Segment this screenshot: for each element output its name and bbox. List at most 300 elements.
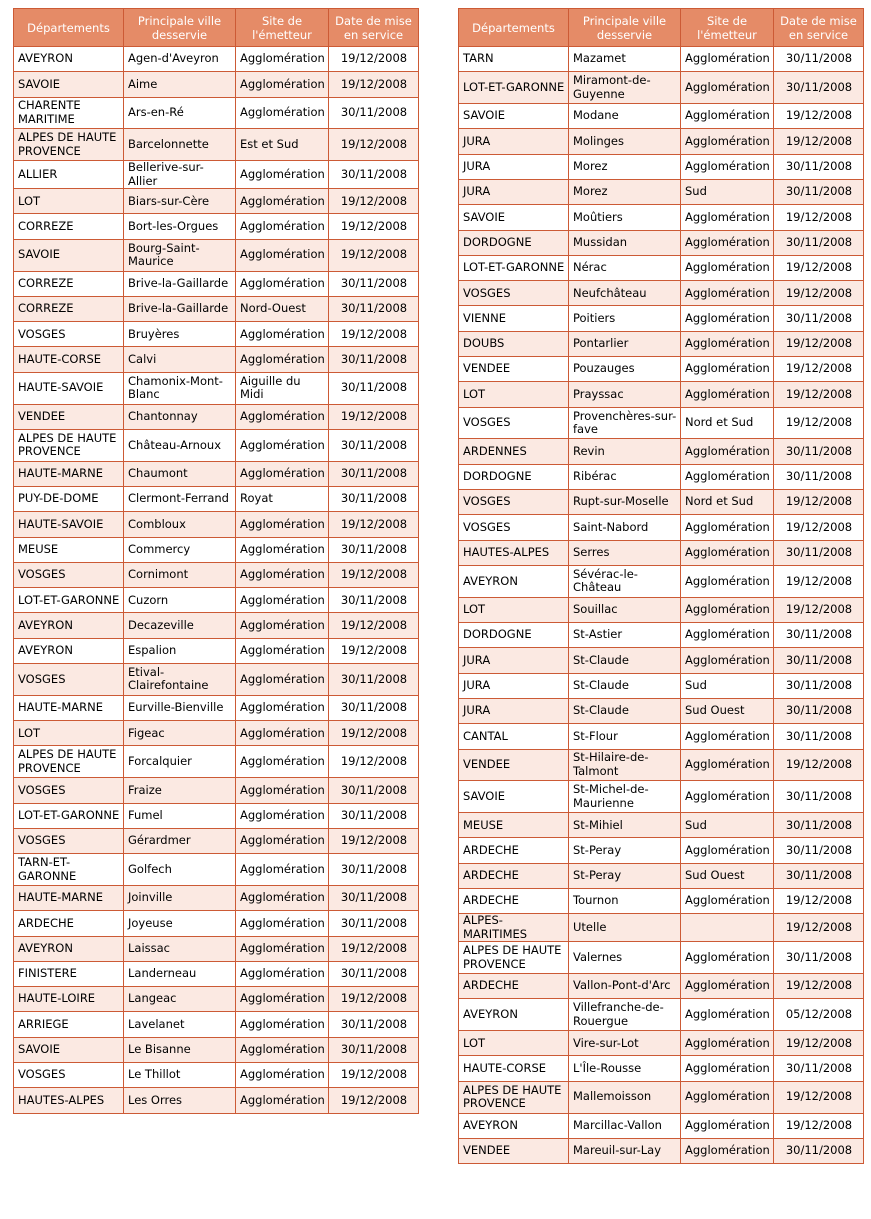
cell-site: Agglomération — [236, 461, 329, 486]
cell-date: 30/11/2008 — [329, 803, 419, 828]
cell-ville: Brive-la-Gaillarde — [124, 296, 236, 321]
table-row — [459, 439, 864, 464]
cell-site: Agglomération — [236, 778, 329, 803]
cell-departement: LOT-ET-GARONNE — [459, 72, 569, 104]
cell-site: Agglomération — [681, 999, 774, 1031]
cell-departement: AVEYRON — [459, 1113, 569, 1138]
cell-ville: Les Orres — [124, 1088, 236, 1113]
table-row — [14, 854, 419, 886]
cell-ville: Joinville — [124, 885, 236, 910]
cell-departement: CORREZE — [14, 296, 124, 321]
cell-site: Agglomération — [236, 911, 329, 936]
cell-date: 30/11/2008 — [774, 154, 864, 179]
cell-departement: VIENNE — [459, 306, 569, 331]
cell-date: 19/12/2008 — [329, 1088, 419, 1113]
cell-site: Agglomération — [681, 781, 774, 813]
table-row — [459, 673, 864, 698]
cell-date: 30/11/2008 — [774, 863, 864, 888]
cell-date: 30/11/2008 — [329, 271, 419, 296]
cell-ville: Pontarlier — [569, 331, 681, 356]
cell-departement: HAUTE-SAVOIE — [14, 372, 124, 404]
table-row — [459, 749, 864, 781]
cell-departement: SAVOIE — [459, 205, 569, 230]
table-row — [14, 695, 419, 720]
table-row — [14, 721, 419, 746]
cell-site: Agglomération — [681, 724, 774, 749]
cell-ville: Ars-en-Ré — [124, 97, 236, 129]
table-row — [459, 863, 864, 888]
cell-ville: Revin — [569, 439, 681, 464]
cell-site: Agglomération — [236, 695, 329, 720]
cell-date: 19/12/2008 — [774, 1081, 864, 1113]
cell-departement: SAVOIE — [14, 1037, 124, 1062]
cell-departement: MEUSE — [459, 813, 569, 838]
table-row — [459, 205, 864, 230]
cell-date: 30/11/2008 — [774, 942, 864, 974]
cell-ville: Utelle — [569, 914, 681, 942]
cell-ville: Cuzorn — [124, 588, 236, 613]
cell-site: Agglomération — [236, 239, 329, 271]
cell-site: Agglomération — [681, 1031, 774, 1056]
table-row — [459, 540, 864, 565]
cell-departement: JURA — [459, 154, 569, 179]
table-row — [459, 72, 864, 104]
cell-site: Agglomération — [681, 439, 774, 464]
cell-site: Agglomération — [681, 331, 774, 356]
cell-ville: St-Astier — [569, 623, 681, 648]
cell-ville: Neufchâteau — [569, 281, 681, 306]
cell-ville: L'Île-Rousse — [569, 1056, 681, 1081]
cell-date: 30/11/2008 — [774, 724, 864, 749]
cell-date: 19/12/2008 — [774, 515, 864, 540]
cell-ville: St-Peray — [569, 838, 681, 863]
cell-date: 30/11/2008 — [774, 648, 864, 673]
cell-date: 30/11/2008 — [329, 486, 419, 511]
table-row — [14, 588, 419, 613]
cell-date: 19/12/2008 — [774, 490, 864, 515]
cell-date: 19/12/2008 — [329, 936, 419, 961]
cell-site: Agglomération — [236, 97, 329, 129]
cell-ville: Morez — [569, 154, 681, 179]
cell-site: Agglomération — [681, 565, 774, 597]
table-row — [459, 724, 864, 749]
cell-site: Agglomération — [236, 936, 329, 961]
cell-ville: Vire-sur-Lot — [569, 1031, 681, 1056]
cell-site: Agglomération — [236, 664, 329, 696]
header-site: Site de l'émetteur — [236, 9, 329, 47]
cell-date: 30/11/2008 — [774, 813, 864, 838]
cell-date: 30/11/2008 — [329, 347, 419, 372]
cell-departement: VOSGES — [14, 778, 124, 803]
cell-departement: ALLIER — [14, 161, 124, 189]
cell-departement: AVEYRON — [14, 936, 124, 961]
table-row — [459, 230, 864, 255]
cell-site: Est et Sud — [236, 129, 329, 161]
cell-departement: ARDECHE — [459, 838, 569, 863]
cell-site: Agglomération — [681, 515, 774, 540]
cell-date: 19/12/2008 — [329, 512, 419, 537]
cell-ville: St-Claude — [569, 698, 681, 723]
cell-departement: HAUTE-LOIRE — [14, 987, 124, 1012]
cell-departement: LOT — [459, 382, 569, 407]
cell-ville: Mazamet — [569, 47, 681, 72]
cell-site: Agglomération — [681, 838, 774, 863]
cell-ville: Bourg-Saint-Maurice — [124, 239, 236, 271]
table-row — [459, 942, 864, 974]
table-row — [14, 239, 419, 271]
table-row — [14, 486, 419, 511]
cell-ville: Barcelonnette — [124, 129, 236, 161]
cell-site: Agglomération — [236, 854, 329, 886]
table-row — [14, 885, 419, 910]
cell-departement: PUY-DE-DOME — [14, 486, 124, 511]
cell-departement: AVEYRON — [459, 999, 569, 1031]
cell-departement: HAUTES-ALPES — [14, 1088, 124, 1113]
cell-date: 30/11/2008 — [774, 1138, 864, 1163]
cell-site: Nord et Sud — [681, 490, 774, 515]
cell-departement: VOSGES — [459, 515, 569, 540]
cell-ville: Chaumont — [124, 461, 236, 486]
cell-site: Agglomération — [236, 322, 329, 347]
cell-date: 19/12/2008 — [774, 205, 864, 230]
cell-ville: Langeac — [124, 987, 236, 1012]
cell-departement: HAUTE-SAVOIE — [14, 512, 124, 537]
header-row — [459, 9, 864, 47]
cell-date: 19/12/2008 — [329, 562, 419, 587]
table-row — [14, 746, 419, 778]
cell-date: 30/11/2008 — [329, 429, 419, 461]
table-row — [14, 161, 419, 189]
cell-date: 30/11/2008 — [774, 179, 864, 204]
cell-date: 30/11/2008 — [329, 161, 419, 189]
cell-site: Agglomération — [236, 961, 329, 986]
cell-departement: ALPES DE HAUTE PROVENCE — [14, 129, 124, 161]
cell-ville: St-Claude — [569, 673, 681, 698]
table-row — [459, 281, 864, 306]
cell-date: 19/12/2008 — [329, 721, 419, 746]
cell-site: Agglomération — [681, 648, 774, 673]
cell-site: Agglomération — [236, 271, 329, 296]
cell-departement: HAUTE-CORSE — [14, 347, 124, 372]
cell-date: 30/11/2008 — [774, 1056, 864, 1081]
cell-date: 19/12/2008 — [329, 828, 419, 853]
cell-date: 19/12/2008 — [329, 322, 419, 347]
cell-departement: JURA — [459, 673, 569, 698]
cell-ville: Gérardmer — [124, 828, 236, 853]
cell-site: Agglomération — [236, 47, 329, 72]
cell-date: 30/11/2008 — [329, 778, 419, 803]
cell-site: Agglomération — [236, 562, 329, 587]
table-row — [459, 914, 864, 942]
cell-date: 30/11/2008 — [329, 664, 419, 696]
cell-site: Agglomération — [236, 189, 329, 214]
cell-ville: Valernes — [569, 942, 681, 974]
cell-date: 19/12/2008 — [774, 357, 864, 382]
header-row — [14, 9, 419, 47]
cell-departement: LOT-ET-GARONNE — [14, 588, 124, 613]
table-row — [14, 664, 419, 696]
cell-ville: St-Hilaire-de-Talmont — [569, 749, 681, 781]
table-row — [14, 129, 419, 161]
cell-site: Royat — [236, 486, 329, 511]
table-row — [14, 778, 419, 803]
cell-departement: VOSGES — [459, 490, 569, 515]
left-table — [13, 8, 419, 1114]
cell-date: 30/11/2008 — [329, 1037, 419, 1062]
table-row — [14, 72, 419, 97]
cell-ville: Morez — [569, 179, 681, 204]
cell-ville: Fumel — [124, 803, 236, 828]
header-site: Site de l'émetteur — [681, 9, 774, 47]
cell-ville: St-Peray — [569, 863, 681, 888]
cell-departement: VOSGES — [14, 322, 124, 347]
header-departements: Départements — [14, 9, 124, 47]
cell-date: 30/11/2008 — [774, 838, 864, 863]
cell-site: Agglomération — [236, 1037, 329, 1062]
cell-date: 19/12/2008 — [774, 565, 864, 597]
cell-date: 30/11/2008 — [774, 230, 864, 255]
table-row — [14, 322, 419, 347]
cell-departement: VENDEE — [459, 749, 569, 781]
cell-site: Agglomération — [681, 357, 774, 382]
table-row — [459, 104, 864, 129]
cell-departement: JURA — [459, 648, 569, 673]
cell-departement: AVEYRON — [14, 613, 124, 638]
cell-date: 30/11/2008 — [774, 47, 864, 72]
cell-site: Agglomération — [681, 47, 774, 72]
table-row — [14, 461, 419, 486]
table-row — [14, 214, 419, 239]
cell-departement: VENDEE — [459, 1138, 569, 1163]
cell-departement: ALPES DE HAUTE PROVENCE — [14, 429, 124, 461]
cell-departement: ALPES DE HAUTE PROVENCE — [459, 942, 569, 974]
cell-site: Aiguille du Midi — [236, 372, 329, 404]
cell-ville: Serres — [569, 540, 681, 565]
table-row — [459, 648, 864, 673]
table-row — [14, 911, 419, 936]
cell-site: Agglomération — [236, 72, 329, 97]
cell-ville: Figeac — [124, 721, 236, 746]
cell-ville: Sévérac-le-Château — [569, 565, 681, 597]
cell-departement: FINISTERE — [14, 961, 124, 986]
cell-ville: St-Claude — [569, 648, 681, 673]
table-row — [459, 179, 864, 204]
cell-site: Agglomération — [681, 104, 774, 129]
cell-site: Agglomération — [681, 382, 774, 407]
cell-site: Sud — [681, 813, 774, 838]
cell-date: 30/11/2008 — [774, 540, 864, 565]
cell-departement: HAUTES-ALPES — [459, 540, 569, 565]
cell-departement: VENDEE — [459, 357, 569, 382]
table-row — [459, 382, 864, 407]
cell-date: 19/12/2008 — [774, 255, 864, 280]
cell-departement: VOSGES — [14, 664, 124, 696]
cell-date: 30/11/2008 — [774, 781, 864, 813]
cell-site: Sud Ouest — [681, 863, 774, 888]
table-row — [14, 803, 419, 828]
header-departements: Départements — [459, 9, 569, 47]
cell-departement: VENDEE — [14, 404, 124, 429]
cell-departement: SAVOIE — [459, 104, 569, 129]
cell-departement: DORDOGNE — [459, 464, 569, 489]
cell-date: 19/12/2008 — [774, 597, 864, 622]
cell-departement: HAUTE-MARNE — [14, 885, 124, 910]
table-row — [14, 97, 419, 129]
cell-site: Agglomération — [236, 214, 329, 239]
cell-ville: Mussidan — [569, 230, 681, 255]
cell-date: 19/12/2008 — [329, 129, 419, 161]
cell-ville: Provenchères-sur-fave — [569, 407, 681, 439]
table-row — [459, 1081, 864, 1113]
cell-ville: Golfech — [124, 854, 236, 886]
cell-ville: Rupt-sur-Moselle — [569, 490, 681, 515]
cell-date: 30/11/2008 — [774, 698, 864, 723]
cell-departement: ALPES DE HAUTE PROVENCE — [14, 746, 124, 778]
cell-date: 19/12/2008 — [329, 746, 419, 778]
cell-site: Agglomération — [236, 987, 329, 1012]
cell-date: 19/12/2008 — [774, 914, 864, 942]
cell-site: Agglomération — [236, 404, 329, 429]
cell-site: Agglomération — [236, 161, 329, 189]
table-row — [459, 129, 864, 154]
cell-date: 30/11/2008 — [329, 588, 419, 613]
cell-departement: TARN — [459, 47, 569, 72]
cell-ville: Mareuil-sur-Lay — [569, 1138, 681, 1163]
cell-ville: Saint-Nabord — [569, 515, 681, 540]
cell-ville: Clermont-Ferrand — [124, 486, 236, 511]
cell-site: Agglomération — [681, 72, 774, 104]
cell-departement: VOSGES — [14, 828, 124, 853]
cell-date: 30/11/2008 — [774, 673, 864, 698]
cell-ville: Château-Arnoux — [124, 429, 236, 461]
table-row — [459, 1138, 864, 1163]
cell-departement: SAVOIE — [459, 781, 569, 813]
cell-ville: Miramont-de-Guyenne — [569, 72, 681, 104]
left-table-body — [14, 47, 419, 1114]
cell-site: Agglomération — [681, 889, 774, 914]
cell-ville: Cornimont — [124, 562, 236, 587]
cell-ville: Joyeuse — [124, 911, 236, 936]
cell-ville: Aime — [124, 72, 236, 97]
cell-ville: Agen-d'Aveyron — [124, 47, 236, 72]
table-row — [14, 987, 419, 1012]
cell-date: 19/12/2008 — [774, 1031, 864, 1056]
table-row — [14, 613, 419, 638]
cell-ville: Villefranche-de-Rouergue — [569, 999, 681, 1031]
table-row — [14, 189, 419, 214]
cell-site: Agglomération — [236, 721, 329, 746]
cell-departement: ARRIEGE — [14, 1012, 124, 1037]
cell-ville: Landerneau — [124, 961, 236, 986]
table-row — [14, 828, 419, 853]
cell-departement: TARN-ET-GARONNE — [14, 854, 124, 886]
table-row — [14, 537, 419, 562]
cell-ville: Molinges — [569, 129, 681, 154]
cell-site: Agglomération — [236, 1088, 329, 1113]
table-row — [459, 838, 864, 863]
table-row — [14, 271, 419, 296]
cell-date: 30/11/2008 — [329, 97, 419, 129]
table-row — [14, 961, 419, 986]
cell-ville: Marcillac-Vallon — [569, 1113, 681, 1138]
table-row — [459, 698, 864, 723]
cell-site: Agglomération — [681, 129, 774, 154]
table-row — [14, 638, 419, 663]
cell-ville: Chantonnay — [124, 404, 236, 429]
cell-ville: Le Thillot — [124, 1062, 236, 1087]
table-row — [14, 1037, 419, 1062]
cell-site: Sud — [681, 179, 774, 204]
table-row — [459, 515, 864, 540]
table-row — [459, 813, 864, 838]
cell-ville: Eurville-Bienville — [124, 695, 236, 720]
cell-departement: ARDECHE — [459, 889, 569, 914]
cell-site: Agglomération — [236, 537, 329, 562]
cell-departement: LOT — [459, 1031, 569, 1056]
cell-date: 30/11/2008 — [329, 537, 419, 562]
cell-departement: JURA — [459, 179, 569, 204]
table-row — [459, 357, 864, 382]
cell-ville: Laissac — [124, 936, 236, 961]
cell-date: 30/11/2008 — [329, 885, 419, 910]
cell-departement: ARDENNES — [459, 439, 569, 464]
cell-site: Agglomération — [236, 638, 329, 663]
table-row — [459, 1056, 864, 1081]
cell-departement: DORDOGNE — [459, 230, 569, 255]
cell-site — [681, 914, 774, 942]
cell-site: Agglomération — [681, 205, 774, 230]
cell-site: Agglomération — [681, 1138, 774, 1163]
cell-ville: Nérac — [569, 255, 681, 280]
cell-departement: ALPES-MARITIMES — [459, 914, 569, 942]
cell-site: Agglomération — [236, 347, 329, 372]
cell-ville: Bruyères — [124, 322, 236, 347]
cell-date: 19/12/2008 — [329, 1062, 419, 1087]
cell-departement: AVEYRON — [459, 565, 569, 597]
cell-departement: LOT-ET-GARONNE — [459, 255, 569, 280]
cell-departement: ARDECHE — [14, 911, 124, 936]
cell-departement: LOT — [459, 597, 569, 622]
table-row — [459, 623, 864, 648]
cell-site: Agglomération — [681, 597, 774, 622]
table-row — [14, 347, 419, 372]
cell-ville: Modane — [569, 104, 681, 129]
cell-date: 19/12/2008 — [774, 749, 864, 781]
cell-site: Agglomération — [236, 746, 329, 778]
cell-departement: HAUTE-MARNE — [14, 461, 124, 486]
cell-date: 05/12/2008 — [774, 999, 864, 1031]
cell-site: Sud Ouest — [681, 698, 774, 723]
cell-date: 30/11/2008 — [774, 306, 864, 331]
cell-date: 30/11/2008 — [329, 911, 419, 936]
cell-date: 19/12/2008 — [329, 404, 419, 429]
table-row — [459, 974, 864, 999]
cell-departement: ARDECHE — [459, 863, 569, 888]
cell-departement: AVEYRON — [14, 638, 124, 663]
cell-site: Agglomération — [236, 803, 329, 828]
table-row — [459, 47, 864, 72]
table-row — [459, 255, 864, 280]
cell-departement: JURA — [459, 129, 569, 154]
cell-date: 30/11/2008 — [774, 464, 864, 489]
cell-ville: Espalion — [124, 638, 236, 663]
cell-ville: Etival-Clairefontaine — [124, 664, 236, 696]
cell-date: 19/12/2008 — [774, 382, 864, 407]
cell-site: Agglomération — [236, 512, 329, 537]
cell-departement: SAVOIE — [14, 72, 124, 97]
cell-date: 19/12/2008 — [774, 129, 864, 154]
cell-site: Agglomération — [681, 281, 774, 306]
